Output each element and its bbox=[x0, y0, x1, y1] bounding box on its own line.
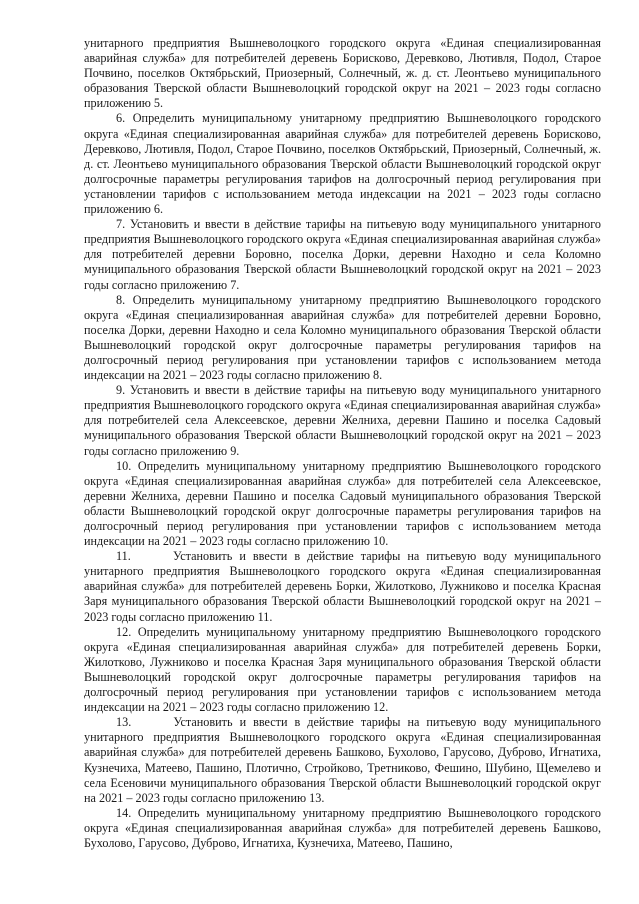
paragraph-13: 13. Установить и ввести в действие тарифы на питьевую воду муниципального унитарного предприятия Вышневолоцкого городского округа «Единая специализированная аварийная служба» для потребителей деревень Башково, Бухолово, Гарусово, Дуброво, Игнатиха, Кузнечиха, Матеево, Пашино, Плотично, Стройково, Третниково, Фешино, Шубино, Щемелево и села Есеновичи муниципального образования Тверской области Вышневолоцкий городской округ на 2021 – 2023 годы согласно приложению 13. bbox=[84, 715, 605, 805]
paragraph-11: 11. Установить и ввести в действие тарифы на питьевую воду муниципального унитарного предприятия Вышневолоцкого городского округа «Единая специализированная аварийная служба» для потребителей деревень Борки, Жилотково, Лужниково и поселка Красная Заря муниципального образования Тверской области Вышневолоцкий городской округ на 2021 – 2023 годы согласно приложению 11. bbox=[84, 549, 605, 624]
paragraph-continuation: унитарного предприятия Вышневолоцкого городского округа «Единая специализированная аварийная служба» для потребителей деревень Борисково, Деревково, Лютивля, Подол, Старое Почвино, поселков Октябрьский, Приозерный, Солнечный, ж. д. ст. Леонтьево муниципального образования Тверской области Вышневолоцкий городской округ на 2021 – 2023 годы согласно приложению 5. bbox=[84, 36, 601, 111]
paragraph-6: 6. Определить муниципальному унитарному предприятию Вышневолоцкого городского округа «Единая специализированная аварийная служба» для потребителей деревень Борисково, Деревково, Лютивля, Подол, Старое Почвино, поселков Октябрьский, Приозерный, Солнечный, ж. д. ст. Леонтьево муниципального образования Тверской области Вышневолоцкий городской округ долгосрочные параметры регулирования тарифов на долгосрочный период регулирования при установлении тарифов с использованием метода индексации на 2021 – 2023 годы согласно приложению 6. bbox=[84, 111, 601, 217]
paragraph-7: 7. Установить и ввести в действие тарифы на питьевую воду муниципального унитарного предприятия Вышневолоцкого городского округа «Единая специализированная аварийная служба» для потребителей деревни Боровно, поселка Дорки, деревни Находно и села Коломно муниципального образования Тверской области Вышневолоцкий городской округ на 2021 – 2023 годы согласно приложению 7. bbox=[84, 217, 601, 292]
paragraph-12: 12. Определить муниципальному унитарному предприятию Вышневолоцкого городского округа «Единая специализированная аварийная служба» для потребителей деревень Борки, Жилотково, Лужниково и поселка Красная Заря муниципального образования Тверской области Вышневолоцкий городской округ долгосрочные параметры регулирования тарифов на долгосрочный период регулирования при установлении тарифов с использованием метода индексации на 2021 – 2023 годы согласно приложению 12. bbox=[84, 624, 601, 715]
paragraph-9: 9. Установить и ввести в действие тарифы на питьевую воду муниципального унитарного предприятия Вышневолоцкого городского округа «Единая специализированная аварийная служба» для потребителей села Алексеевское, деревни Желниха, деревни Пашино и поселка Садовый муниципального образования Тверской области Вышневолоцкий городской округ на 2021 – 2023 годы согласно приложению 9. bbox=[84, 383, 601, 458]
paragraph-10: 10. Определить муниципальному унитарному предприятию Вышневолоцкого городского округа «Единая специализированная аварийная служба» для потребителей села Алексеевское, деревни Желниха, деревни Пашино и поселка Садовый муниципального образования Тверской области Вышневолоцкий городской округ долгосрочные параметры регулирования тарифов на долгосрочный период регулирования при установлении тарифов с использованием метода индексации на 2021 – 2023 годы согласно приложению 10. bbox=[84, 458, 601, 549]
paragraph-14: 14. Определить муниципальному унитарному предприятию Вышневолоцкого городского округа «Единая специализированная аварийная служба» для потребителей деревень Башково, Бухолово, Гарусово, Дуброво, Игнатиха, Кузнечиха, Матеево, Пашино, bbox=[84, 805, 601, 850]
paragraph-8: 8. Определить муниципальному унитарному предприятию Вышневолоцкого городского округа «Единая специализированная аварийная служба» для потребителей деревни Боровно, поселка Дорки, деревни Находно и села Коломно муниципального образования Тверской области Вышневолоцкий городской округ долгосрочные параметры регулирования тарифов на долгосрочный период регулирования при установлении тарифов с использованием метода индексации на 2021 – 2023 годы согласно приложению 8. bbox=[84, 292, 601, 383]
